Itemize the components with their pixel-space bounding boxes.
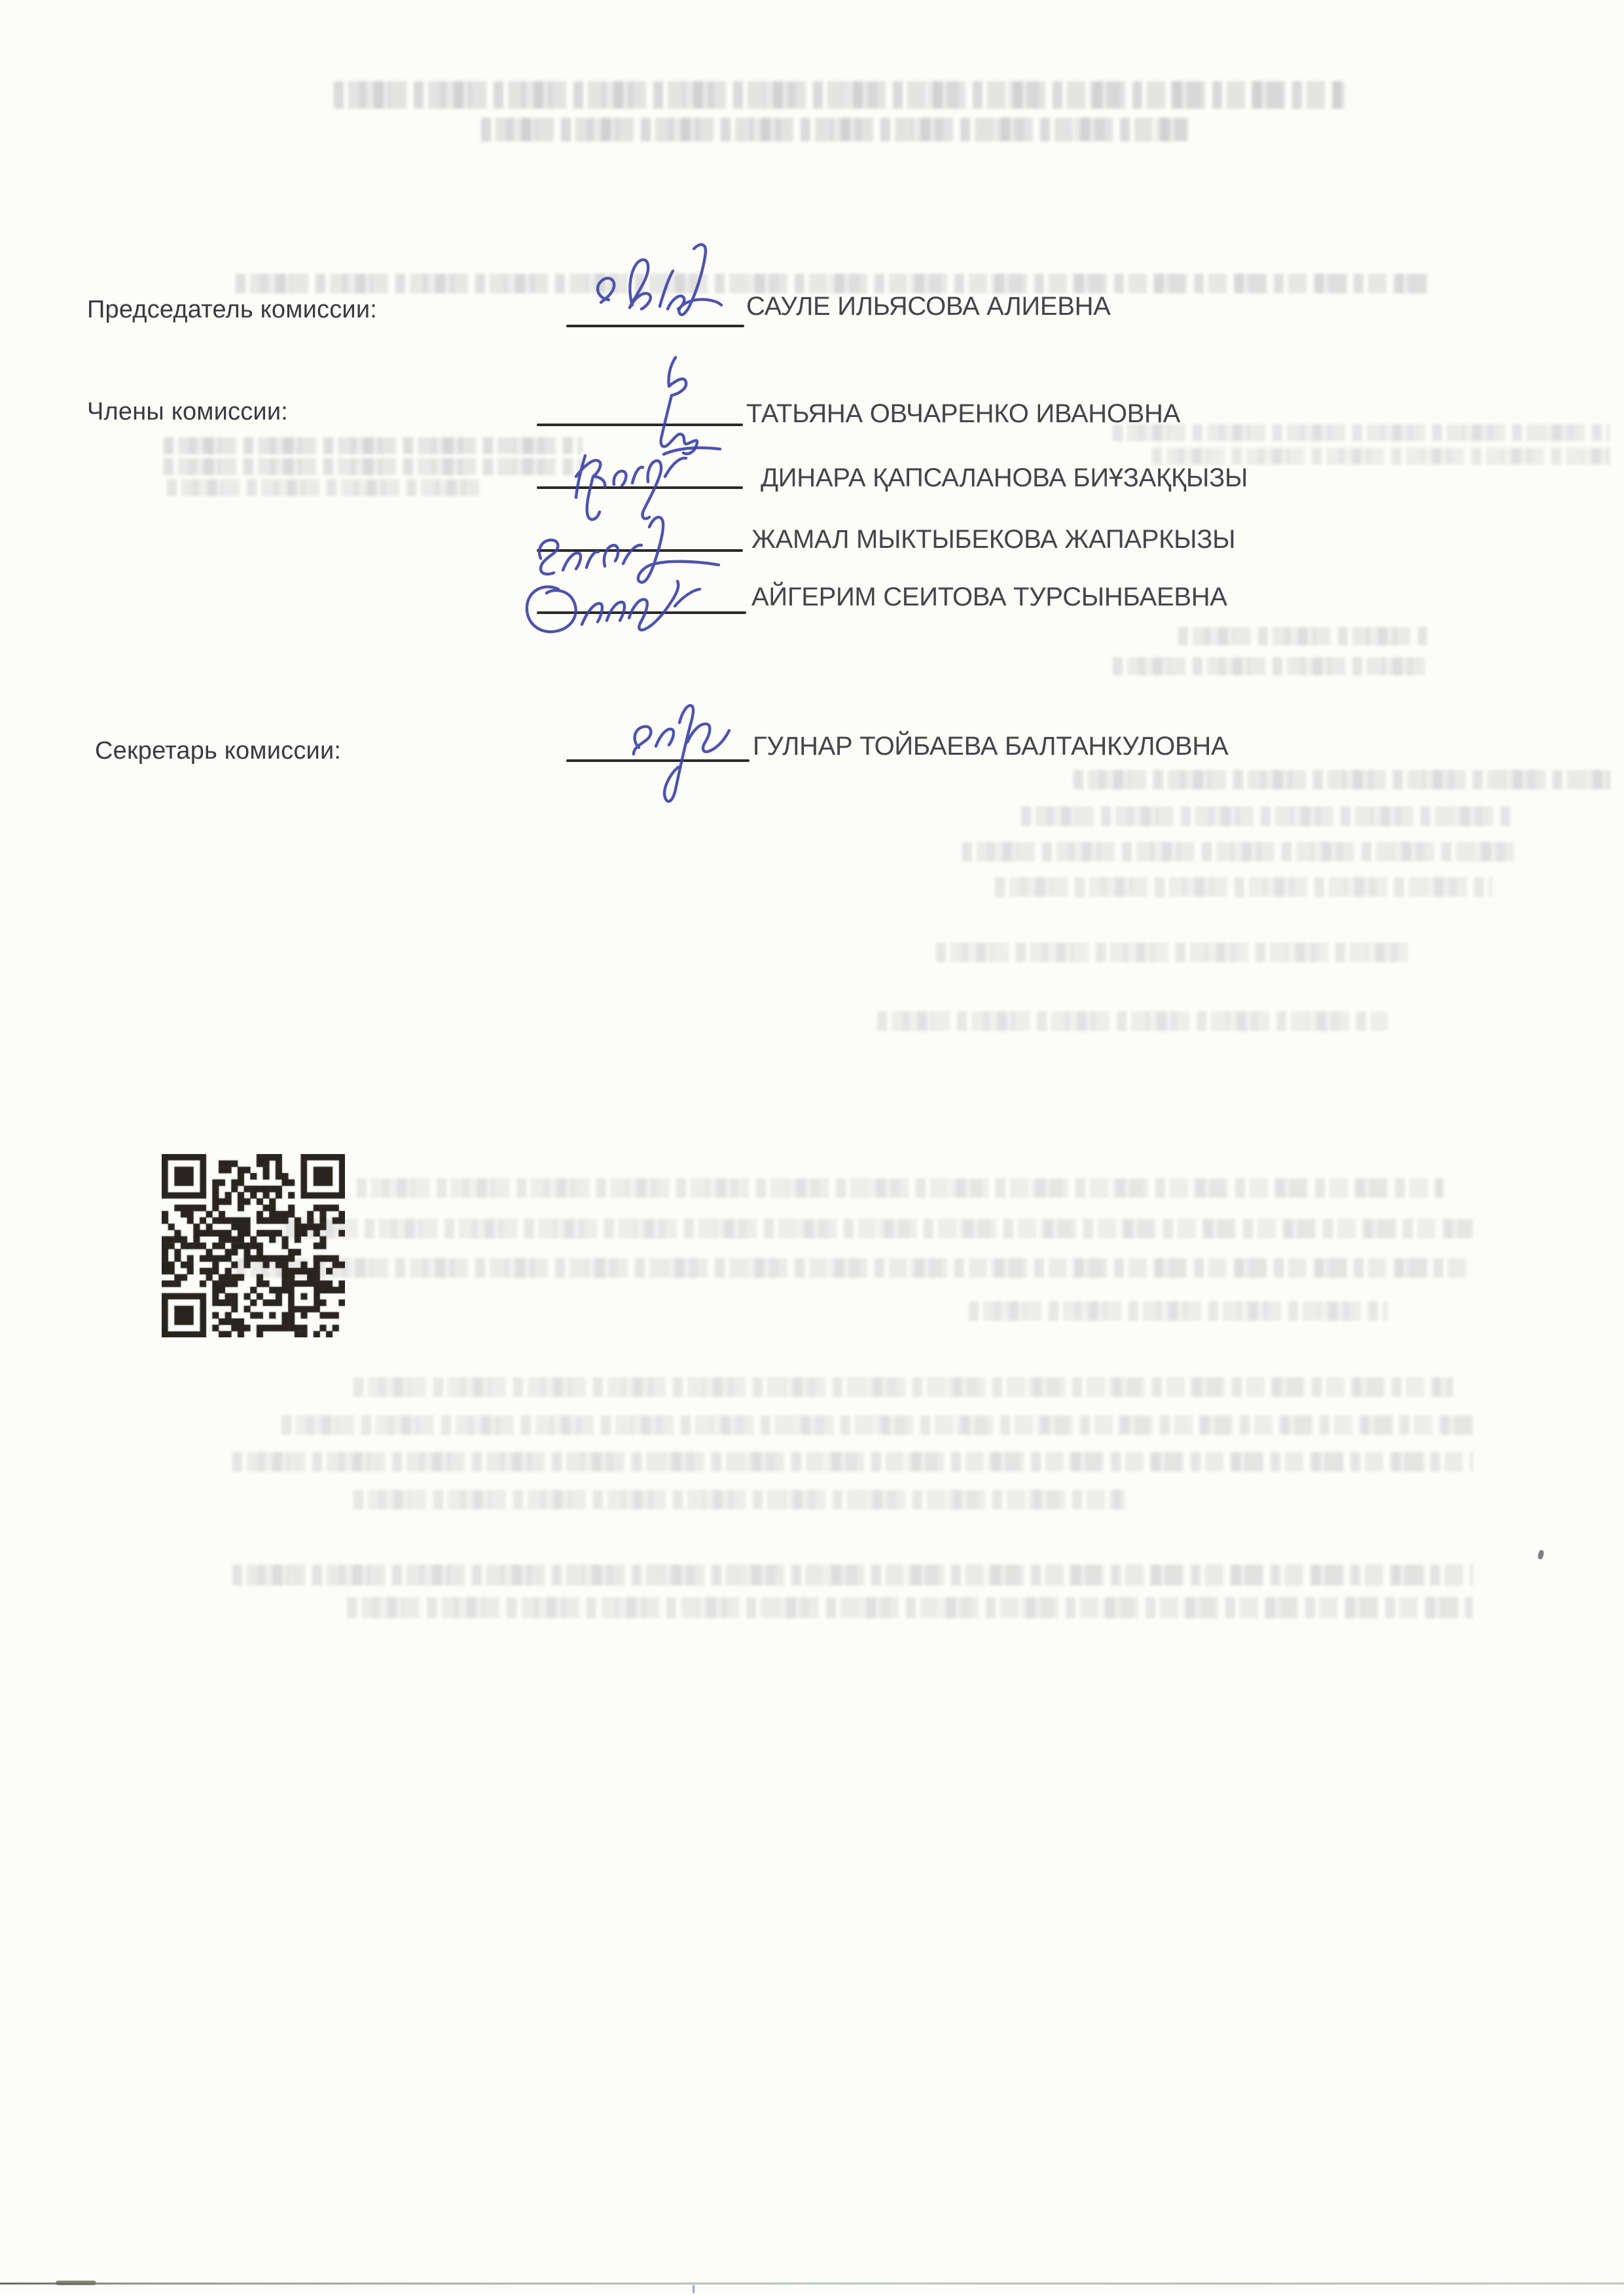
- bleedthrough-text-line: [167, 479, 481, 496]
- bleedthrough-text-line: [1178, 627, 1427, 645]
- bleedthrough-text-line: [353, 1490, 1126, 1509]
- signature-ink-member-4: [520, 560, 717, 662]
- bleedthrough-text-line: [236, 1258, 1473, 1278]
- bleedthrough-text-line: [232, 1564, 1473, 1585]
- chairman-name: САУЛЕ ИЛЬЯСОВА АЛИЕВНА: [746, 292, 1111, 321]
- secretary-name: ГУЛНАР ТОЙБАЕВА БАЛТАНКУЛОВНА: [753, 732, 1229, 761]
- scan-edge-line: [0, 2283, 1624, 2285]
- bleedthrough-text-line: [164, 458, 583, 475]
- bleedthrough-text-line: [962, 842, 1519, 861]
- bleedthrough-text-line: [969, 1301, 1388, 1321]
- scan-edge-tick: [693, 2285, 695, 2293]
- bleedthrough-text-line: [232, 1452, 1473, 1472]
- bleedthrough-text-line: [164, 437, 583, 454]
- bleedthrough-text-line: [1074, 770, 1610, 789]
- member-name: АЙГЕРИМ СЕИТОВА ТУРСЫНБАЕВНА: [751, 583, 1227, 611]
- bleedthrough-text-line: [1021, 806, 1512, 826]
- bleedthrough-text-line: [281, 1415, 1473, 1435]
- bleedthrough-text-line: [357, 1178, 1443, 1198]
- bleedthrough-text-line: [1113, 657, 1427, 676]
- qr-code: [162, 1154, 345, 1337]
- bleedthrough-text-line: [936, 943, 1414, 962]
- bleedthrough-text-line: [1152, 448, 1610, 465]
- bleedthrough-text-line: [353, 1377, 1453, 1397]
- bleedthrough-text-line: [481, 118, 1188, 141]
- bleedthrough-text-line: [347, 1597, 1473, 1618]
- bleedthrough-text-line: [877, 1011, 1388, 1031]
- bleedthrough-text-line: [236, 274, 1427, 293]
- member-name: ДИНАРА ҚАПСАЛАНОВА БИҰЗАҚҚЫЗЫ: [761, 463, 1248, 492]
- chairman-label: Председатель комиссии:: [87, 296, 378, 323]
- members-label: Члены комиссии:: [87, 398, 289, 425]
- signature-ink-chairman: [589, 237, 723, 335]
- member-name: ТАТЬЯНА ОВЧАРЕНКО ИВАНОВНА: [746, 399, 1181, 428]
- member-name: ЖАМАЛ МЫКТЫБЕКОВА ЖАПАРКЫЗЫ: [751, 525, 1236, 554]
- signature-ink-secretary: [617, 685, 744, 812]
- bleedthrough-text-line: [995, 877, 1492, 897]
- bleedthrough-text-line: [1113, 424, 1610, 441]
- bleedthrough-text-line: [285, 1219, 1473, 1238]
- secretary-label: Секретарь комиссии:: [95, 737, 342, 765]
- bleedthrough-text-line: [334, 81, 1345, 109]
- scan-speck: [1537, 1549, 1544, 1560]
